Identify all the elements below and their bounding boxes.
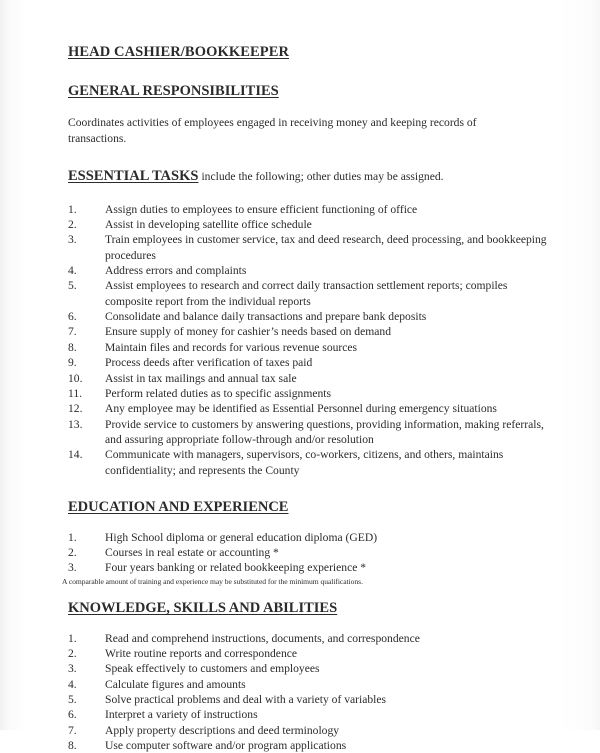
knowledge-list (68, 631, 548, 753)
list-item (68, 217, 548, 232)
list-item-text: Provide service to customers by answering questions, providing information, making referrals, and assuring appropriate follow-through and/or resolution (105, 417, 544, 446)
list-item-number: 8. (68, 340, 77, 354)
list-item-number: 1. (68, 631, 77, 645)
list-item-text: Speak effectively to customers and employees (105, 662, 320, 676)
list-item-text: Consolidate and balance daily transactions and prepare bank deposits (105, 310, 427, 324)
list-item (68, 560, 548, 575)
list-item-text: Assist in tax mailings and annual tax sale (105, 371, 297, 385)
list-item (68, 263, 548, 278)
education-list (68, 530, 548, 576)
list-item-number: 12. (68, 402, 83, 416)
list-item-text: Assign duties to employees to ensure efficient functioning of office (105, 202, 418, 216)
list-item-number: 4. (68, 263, 77, 277)
page-title (68, 44, 548, 61)
list-item-number: 3. (68, 662, 77, 676)
section-heading-knowledge-skills-abilities (68, 600, 548, 617)
list-item-text: Assist employees to research and correct daily transaction settlement reports; compiles composite report from the individual reports (105, 279, 508, 308)
list-item-number: 7. (68, 325, 77, 339)
list-item (68, 447, 548, 478)
list-item (68, 401, 548, 416)
spacer (68, 478, 548, 499)
section-heading-knowledge-skills-abilities-text: KNOWLEDGE, SKILLS AND ABILITIES (68, 599, 338, 616)
essential-tasks-lead (68, 168, 548, 185)
list-item (68, 646, 548, 661)
list-item-number: 3. (68, 233, 77, 247)
list-item-number: 11. (68, 386, 83, 400)
list-item-text: Read and comprehend instructions, documents, and correspondence (105, 631, 420, 645)
list-item-text: High School diploma or general education diploma (GED) (105, 530, 378, 544)
section-heading-general-responsibilities (68, 83, 548, 100)
list-item-number: 8. (68, 739, 77, 753)
list-item (68, 324, 548, 339)
list-item (68, 530, 548, 545)
list-item (68, 340, 548, 355)
essential-tasks-lead-rest: include the following; other duties may be assigned. (201, 170, 444, 184)
list-item (68, 232, 548, 263)
list-item (68, 677, 548, 692)
essential-tasks-list (68, 202, 548, 478)
list-item-text: Maintain files and records for various revenue sources (105, 340, 358, 354)
page-title-text: HEAD CASHIER/BOOKKEEPER (68, 44, 290, 60)
list-item-text: Solve practical problems and deal with a variety of variables (105, 692, 387, 706)
list-item-number: 13. (68, 417, 83, 431)
list-item-number: 1. (68, 202, 77, 216)
list-item (68, 723, 548, 738)
list-item-text: Ensure supply of money for cashier’s needs based on demand (105, 325, 392, 339)
list-item-number: 2. (68, 217, 77, 231)
list-item (68, 371, 548, 386)
list-item-text: Write routine reports and correspondence (105, 646, 298, 660)
list-item-text: Four years banking or related bookkeeping experience * (105, 561, 367, 575)
list-item (68, 278, 548, 309)
list-item-number: 2. (68, 546, 77, 560)
list-item-text: Apply property descriptions and deed terminology (105, 723, 340, 737)
list-item-number: 1. (68, 530, 77, 544)
list-item-text: Calculate figures and amounts (105, 677, 246, 691)
list-item (68, 545, 548, 560)
list-item-text: Courses in real estate or accounting * (105, 546, 279, 560)
list-item (68, 707, 548, 722)
list-item-number: 9. (68, 356, 77, 370)
list-item-text: Assist in developing satellite office schedule (105, 217, 312, 231)
list-item (68, 202, 548, 217)
section-heading-essential-tasks: ESSENTIAL TASKS (68, 168, 199, 185)
list-item-number: 6. (68, 708, 77, 722)
list-item (68, 417, 548, 448)
list-item-text: Process deeds after verification of taxes paid (105, 356, 313, 370)
list-item (68, 631, 548, 646)
section-heading-education-and-experience-text: EDUCATION AND EXPERIENCE (68, 499, 289, 516)
education-footnote: A comparable amount of training and experience may be substituted for the minimum qualifications. (62, 576, 363, 586)
list-item-number: 2. (68, 646, 77, 660)
list-item-number: 14. (68, 448, 83, 462)
list-item-number: 6. (68, 310, 77, 324)
list-item-text: Perform related duties as to specific assignments (105, 386, 332, 400)
list-item-number: 5. (68, 692, 77, 706)
section-heading-education-and-experience (68, 499, 548, 516)
list-item-text: Communicate with managers, supervisors, co-workers, citizens, and others, maintains confidentiality; and represents the County (105, 448, 504, 477)
list-item-text: Interpret a variety of instructions (105, 708, 258, 722)
list-item-text: Train employees in customer service, tax and deed research, deed processing, and bookkeeping procedures (105, 233, 547, 262)
spacer (68, 586, 548, 600)
list-item-text: Use computer software and/or program applications (105, 739, 347, 753)
list-item (68, 692, 548, 707)
list-item-number: 4. (68, 677, 77, 691)
list-item-number: 3. (68, 561, 77, 575)
list-item (68, 661, 548, 676)
list-item (68, 309, 548, 324)
list-item-text: Any employee may be identified as Essential Personnel during emergency situations (105, 402, 497, 416)
list-item-number: 5. (68, 279, 77, 293)
general-responsibilities-paragraph: Coordinates activities of employees engaged in receiving money and keeping records of transactions. (68, 116, 477, 145)
list-item (68, 738, 548, 753)
section-heading-general-responsibilities-text: GENERAL RESPONSIBILITIES (68, 82, 279, 99)
list-item-number: 7. (68, 723, 77, 737)
list-item-text: Address errors and complaints (105, 263, 247, 277)
list-item-number: 10. (68, 371, 83, 385)
list-item (68, 386, 548, 401)
list-item (68, 355, 548, 370)
